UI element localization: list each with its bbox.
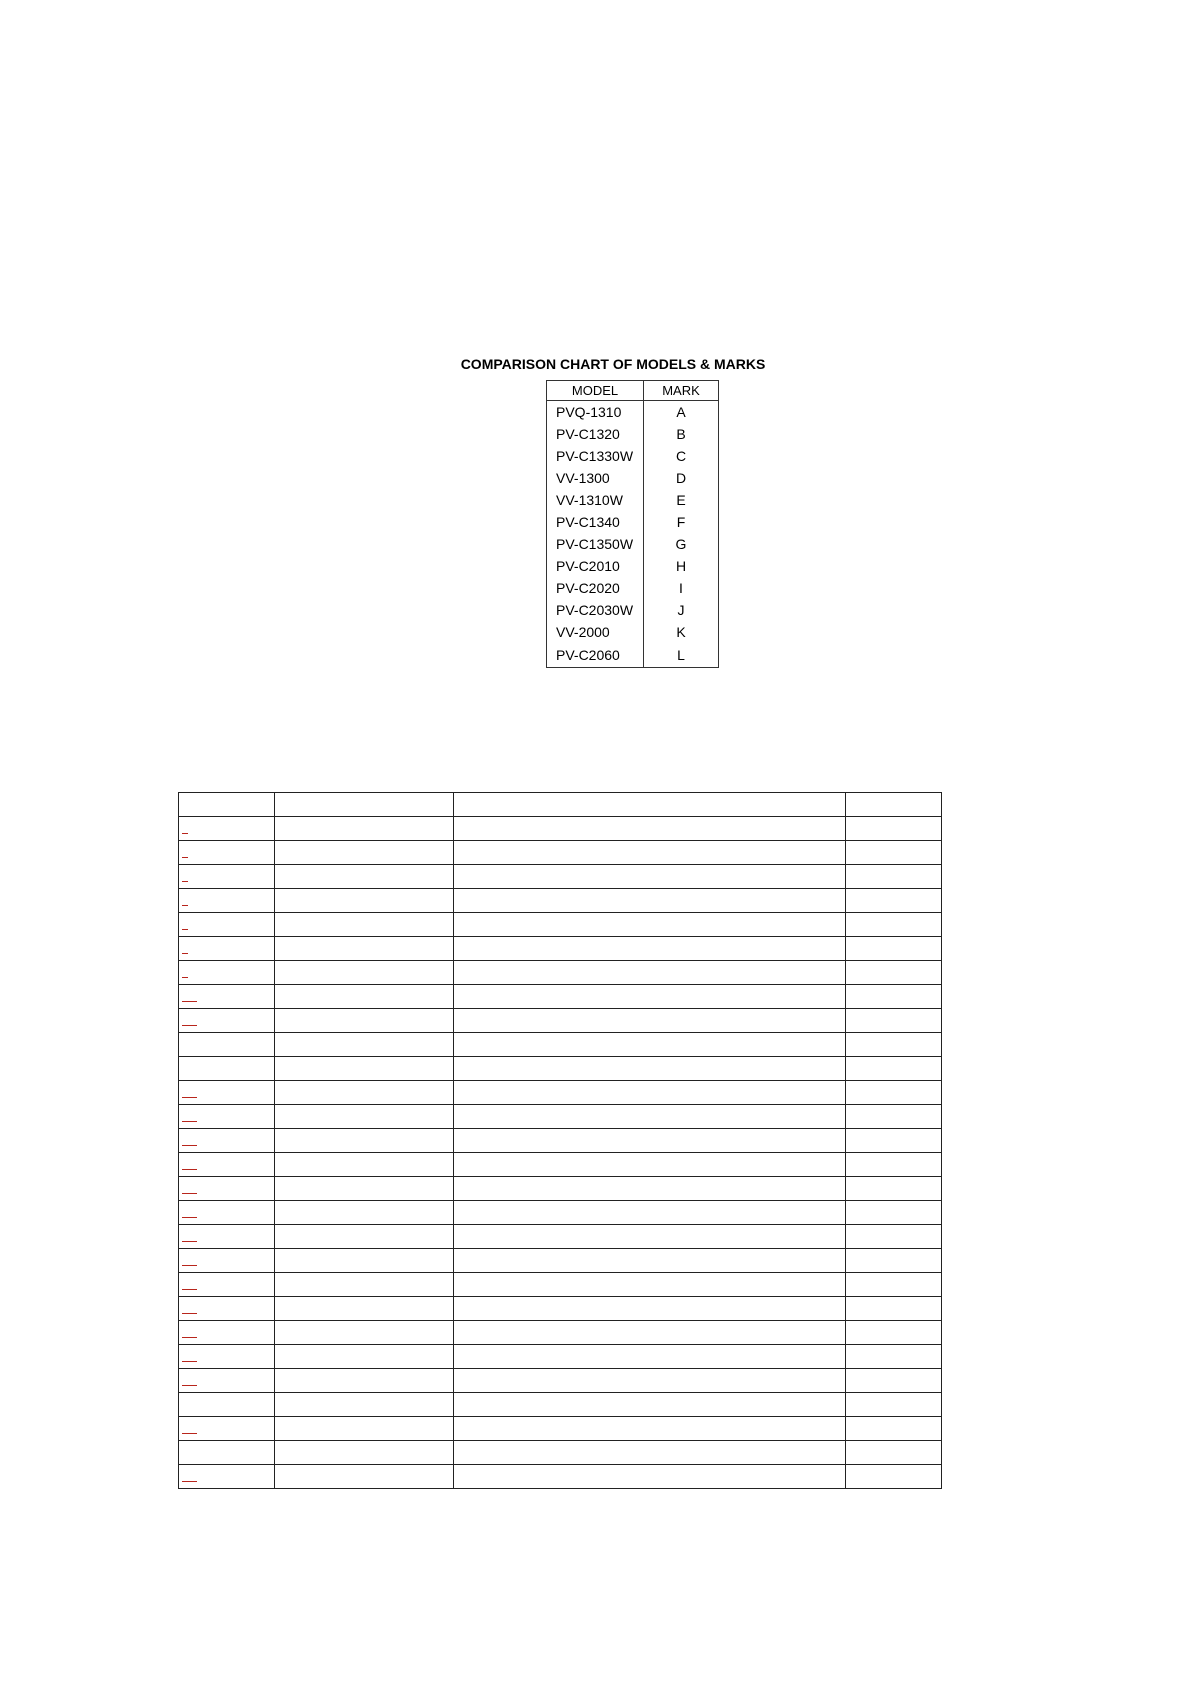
table-cell	[275, 1177, 454, 1201]
row-link[interactable]	[182, 1265, 197, 1266]
table-cell	[179, 1081, 275, 1105]
model-mark-table	[546, 380, 719, 668]
row-link[interactable]	[182, 1193, 197, 1194]
table-row	[179, 1201, 942, 1225]
table-row	[547, 599, 719, 621]
table-cell	[454, 1273, 846, 1297]
mark-cell: E	[644, 489, 719, 511]
table-cell	[846, 1201, 942, 1225]
model-cell: VV-1300	[547, 467, 644, 489]
table-cell	[179, 937, 275, 961]
table-cell	[275, 1201, 454, 1225]
row-link[interactable]	[182, 953, 188, 954]
table-row	[179, 1321, 942, 1345]
table-cell	[846, 1345, 942, 1369]
table-cell	[846, 1441, 942, 1465]
table-cell	[846, 1273, 942, 1297]
table-cell	[275, 1273, 454, 1297]
model-cell: PV-C2060	[547, 643, 644, 668]
table-cell	[275, 1297, 454, 1321]
mark-cell: A	[644, 401, 719, 424]
table-row	[547, 511, 719, 533]
row-link[interactable]	[182, 1313, 197, 1314]
table-cell	[454, 889, 846, 913]
table-cell	[454, 937, 846, 961]
table-cell	[454, 793, 846, 817]
table-row	[179, 913, 942, 937]
row-link[interactable]	[182, 1169, 197, 1170]
table-cell	[179, 913, 275, 937]
table-cell	[275, 841, 454, 865]
table-cell	[275, 889, 454, 913]
model-column-header: MODEL	[547, 381, 644, 401]
table-cell	[846, 1033, 942, 1057]
table-row	[547, 445, 719, 467]
table-cell	[454, 1177, 846, 1201]
row-link[interactable]	[182, 905, 188, 906]
row-link[interactable]	[182, 1025, 197, 1026]
table-cell	[275, 1249, 454, 1273]
table-row	[179, 1345, 942, 1369]
table-cell	[846, 793, 942, 817]
table-cell	[179, 1105, 275, 1129]
mark-cell: F	[644, 511, 719, 533]
table-cell	[179, 1009, 275, 1033]
table-cell	[846, 889, 942, 913]
table-cell	[275, 1081, 454, 1105]
model-cell: PV-C1320	[547, 423, 644, 445]
table-cell	[179, 1201, 275, 1225]
table-cell	[846, 1153, 942, 1177]
table-cell	[846, 1249, 942, 1273]
table-row	[547, 577, 719, 599]
table-row	[179, 1441, 942, 1465]
table-cell	[275, 1465, 454, 1489]
table-cell	[454, 1201, 846, 1225]
table-cell	[275, 1009, 454, 1033]
table-cell	[846, 961, 942, 985]
row-link[interactable]	[182, 1217, 197, 1218]
row-link[interactable]	[182, 1121, 197, 1122]
table-cell	[275, 1129, 454, 1153]
table-row	[547, 555, 719, 577]
table-cell	[846, 1177, 942, 1201]
table-row	[547, 621, 719, 643]
table-row	[179, 865, 942, 889]
model-cell: PV-C1350W	[547, 533, 644, 555]
table-cell	[179, 1033, 275, 1057]
table-row	[179, 1009, 942, 1033]
table-cell	[454, 1153, 846, 1177]
table-row	[547, 401, 719, 424]
table-row	[179, 1057, 942, 1081]
table-row	[179, 889, 942, 913]
table-cell	[275, 793, 454, 817]
model-cell: VV-1310W	[547, 489, 644, 511]
table-row	[547, 643, 719, 668]
table-cell	[846, 913, 942, 937]
table-cell	[846, 1369, 942, 1393]
table-cell	[179, 1249, 275, 1273]
table-cell	[454, 1225, 846, 1249]
table-row	[179, 793, 942, 817]
table-row	[179, 1297, 942, 1321]
row-link[interactable]	[182, 857, 188, 858]
table-cell	[846, 1321, 942, 1345]
table-row	[179, 937, 942, 961]
table-cell	[454, 1057, 846, 1081]
table-cell	[454, 1465, 846, 1489]
mark-cell: B	[644, 423, 719, 445]
table-row	[179, 1105, 942, 1129]
table-row	[179, 1273, 942, 1297]
mark-cell: K	[644, 621, 719, 643]
table-cell	[846, 841, 942, 865]
table-cell	[179, 1273, 275, 1297]
table-cell	[846, 937, 942, 961]
table-row	[179, 1369, 942, 1393]
mark-cell: L	[644, 643, 719, 668]
row-link[interactable]	[182, 1385, 197, 1386]
table-cell	[275, 1153, 454, 1177]
table-cell	[179, 793, 275, 817]
row-link[interactable]	[182, 1001, 197, 1002]
table-cell	[275, 865, 454, 889]
table-cell	[179, 865, 275, 889]
table-cell	[179, 1393, 275, 1417]
table-cell	[179, 1321, 275, 1345]
table-cell	[179, 1153, 275, 1177]
row-link[interactable]	[182, 1361, 197, 1362]
model-cell: PVQ-1310	[547, 401, 644, 424]
table-cell	[846, 1225, 942, 1249]
table-row	[179, 1129, 942, 1153]
model-cell: PV-C2030W	[547, 599, 644, 621]
table-cell	[846, 1081, 942, 1105]
mark-cell: H	[644, 555, 719, 577]
table-cell	[454, 1345, 846, 1369]
table-cell	[846, 1297, 942, 1321]
index-table	[178, 792, 942, 1489]
table-cell	[275, 1441, 454, 1465]
table-cell	[275, 985, 454, 1009]
table-row	[179, 841, 942, 865]
table-row	[179, 1465, 942, 1489]
table-cell	[179, 841, 275, 865]
table-cell	[179, 1441, 275, 1465]
table-cell	[846, 1009, 942, 1033]
table-cell	[275, 1369, 454, 1393]
row-link[interactable]	[182, 881, 188, 882]
table-cell	[275, 1105, 454, 1129]
table-cell	[454, 1417, 846, 1441]
table-cell	[179, 1225, 275, 1249]
mark-cell: C	[644, 445, 719, 467]
row-link[interactable]	[182, 833, 188, 834]
table-row	[547, 489, 719, 511]
table-cell	[846, 985, 942, 1009]
table-cell	[454, 1369, 846, 1393]
mark-cell: I	[644, 577, 719, 599]
table-cell	[454, 1441, 846, 1465]
table-cell	[275, 1225, 454, 1249]
table-cell	[179, 1297, 275, 1321]
table-row	[179, 1393, 942, 1417]
table-cell	[846, 1465, 942, 1489]
mark-cell: J	[644, 599, 719, 621]
table-cell	[454, 1297, 846, 1321]
table-cell	[454, 1393, 846, 1417]
table-row	[179, 1249, 942, 1273]
model-cell: PV-C2020	[547, 577, 644, 599]
table-cell	[179, 1417, 275, 1441]
table-cell	[454, 865, 846, 889]
row-link[interactable]	[182, 1289, 197, 1290]
table-row	[179, 1177, 942, 1201]
table-cell	[275, 1057, 454, 1081]
table-row	[179, 1153, 942, 1177]
row-link[interactable]	[182, 1481, 197, 1482]
table-cell	[179, 889, 275, 913]
table-cell	[454, 1033, 846, 1057]
table-cell	[275, 817, 454, 841]
table-row	[547, 467, 719, 489]
table-cell	[846, 1393, 942, 1417]
table-cell	[179, 1345, 275, 1369]
table-row	[179, 1417, 942, 1441]
table-cell	[454, 817, 846, 841]
table-cell	[275, 913, 454, 937]
row-link[interactable]	[182, 1337, 197, 1338]
table-cell	[454, 961, 846, 985]
table-cell	[275, 961, 454, 985]
table-cell	[275, 1033, 454, 1057]
table-cell	[454, 841, 846, 865]
table-cell	[179, 961, 275, 985]
table-cell	[846, 1057, 942, 1081]
table-cell	[179, 1057, 275, 1081]
comparison-chart-title: COMPARISON CHART OF MODELS & MARKS	[460, 356, 766, 372]
table-cell	[454, 1321, 846, 1345]
table-cell	[179, 1369, 275, 1393]
table-cell	[846, 1105, 942, 1129]
table-cell	[454, 985, 846, 1009]
mark-cell: D	[644, 467, 719, 489]
mark-cell: G	[644, 533, 719, 555]
table-cell	[275, 937, 454, 961]
table-row	[547, 533, 719, 555]
table-cell	[179, 1177, 275, 1201]
model-cell: PV-C2010	[547, 555, 644, 577]
table-cell	[454, 1105, 846, 1129]
table-cell	[454, 913, 846, 937]
model-cell: PV-C1330W	[547, 445, 644, 467]
table-cell	[275, 1417, 454, 1441]
table-cell	[179, 1129, 275, 1153]
table-row	[179, 985, 942, 1009]
table-cell	[454, 1129, 846, 1153]
table-row	[179, 961, 942, 985]
table-cell	[275, 1345, 454, 1369]
mark-column-header: MARK	[644, 381, 719, 401]
table-cell	[454, 1009, 846, 1033]
row-link[interactable]	[182, 1145, 197, 1146]
table-cell	[454, 1081, 846, 1105]
table-row	[179, 1225, 942, 1249]
model-cell: PV-C1340	[547, 511, 644, 533]
table-cell	[454, 1249, 846, 1273]
row-link[interactable]	[182, 929, 188, 930]
row-link[interactable]	[182, 1097, 197, 1098]
table-cell	[846, 817, 942, 841]
table-cell	[846, 1129, 942, 1153]
table-cell	[179, 1465, 275, 1489]
row-link[interactable]	[182, 1241, 197, 1242]
table-cell	[846, 865, 942, 889]
table-row	[547, 423, 719, 445]
table-cell	[275, 1393, 454, 1417]
model-cell: VV-2000	[547, 621, 644, 643]
table-row	[179, 1081, 942, 1105]
table-cell	[179, 985, 275, 1009]
table-cell	[179, 817, 275, 841]
table-cell	[275, 1321, 454, 1345]
table-row	[179, 1033, 942, 1057]
row-link[interactable]	[182, 977, 188, 978]
table-row	[179, 817, 942, 841]
row-link[interactable]	[182, 1433, 197, 1434]
table-cell	[846, 1417, 942, 1441]
